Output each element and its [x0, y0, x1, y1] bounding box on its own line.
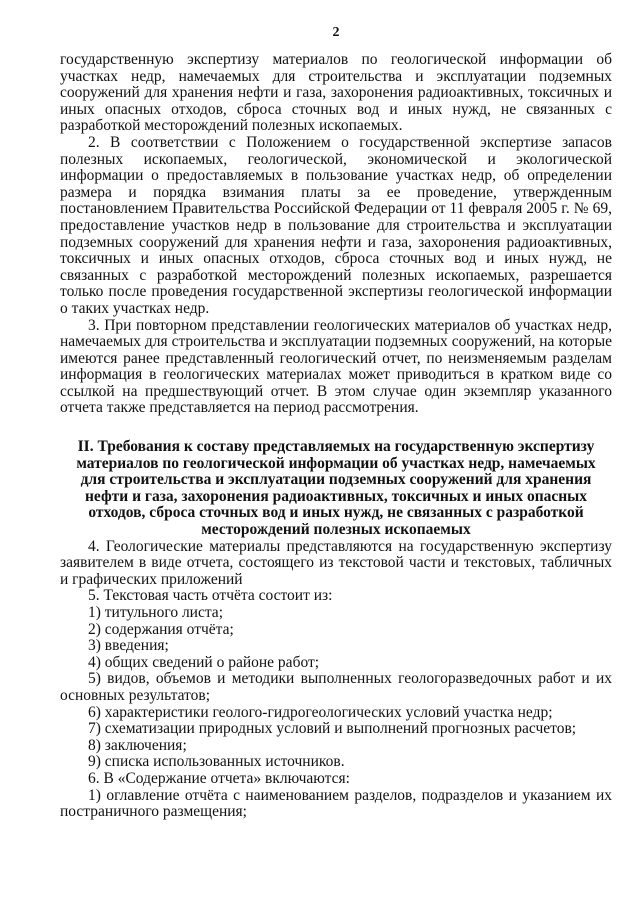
list-item: 3) введения; [88, 637, 169, 655]
list-item: 5. Текстовая часть отчёта состоит из: [88, 587, 333, 605]
list-item: 1) титульного листа; [88, 604, 223, 621]
document-page [60, 20, 612, 821]
list-item: 9) списка использованных источников. [88, 753, 345, 771]
list-item: 4) общих сведений о районе работ; [88, 653, 320, 671]
list-item: 7) схематизации природных условий и выполнений прогнозных расчетов; [88, 720, 577, 738]
paragraph-3: 3. При повторном представлении геологических материалов об участках недр, намечаемых для строительства и эксплуатации подземных сооружений, на которые имеются ранее представленный геологический отчет, по неизменяемым разделам информация в геологических материалах может приводиться в кратком виде со ссылкой на предшествующий отчет. В этом случае один экземпляр указанного отчета также представляется на период рассмотрения. [60, 316, 612, 417]
paragraph-2: 2. В соответствии с Положением о государственной экспертизе запасов полезных ископаемых, геологической, экономической и экологической информации о предоставляемых в пользование участках недр, об определении размера и порядка взимания платы за ее проведение, утвержденным постановлением Правительства Российской Федерации от 11 февраля 2005 г. № 69, предоставление участков недр в пользование для строительства и эксплуатации подземных сооружений для хранения нефти и газа, захоронения радиоактивных, токсичных и иных опасных отходов, сброса сточных вод и иных нужд, не связанных с разработкой месторождений полезных ископаемых, разрешается только после проведения государственной экспертизы геологической информации о таких участках недр. [60, 133, 612, 317]
page-number: 2 [332, 25, 340, 40]
list-item: 2) содержания отчёта; [88, 620, 234, 638]
list-item: 4. Геологические материалы представляются на государственную экспертизу заявителем в виде отчета, состоящего из текстовой части и текстовых, табличных и графических приложений [60, 537, 612, 588]
list-item: 6. В «Содержание отчета» включаются: [88, 769, 350, 787]
item-list [60, 539, 612, 821]
list-item: 5) видов, объемов и методики выполненных геологоразведочных работ и их основных результатов; [60, 670, 612, 704]
list-item: 1) оглавление отчёта с наименованием разделов, подразделов и указанием их постраничного размещения; [60, 786, 612, 821]
list-item: 6) характеристики геолого-гидрогеологических условий участка недр; [88, 703, 553, 721]
section-heading: II. Требования к составу представляемых на государственную экспертизу материалов по геологической информации об участках недр, намечаемых для строительства и эксплуатации подземных сооружений для хранения нефти и газа, захоронения радиоактивных, токсичных и иных опасных отходов, сброса сточных вод и иных нужд, не связанных с разработкой месторождений полезных ископаемых [76, 438, 596, 539]
list-item: 8) заключения; [88, 736, 187, 754]
document-body [60, 52, 612, 821]
paragraph-continuation: государственную экспертизу материалов по геологической информации об участках недр, намечаемых для строительства и эксплуатации подземных сооружений для хранения нефти и газа, захоронения радиоактивных, токсичных и иных опасных отходов, сброса сточных вод и иных нужд, не связанных с разработкой месторождений полезных ископаемых. [60, 51, 612, 135]
